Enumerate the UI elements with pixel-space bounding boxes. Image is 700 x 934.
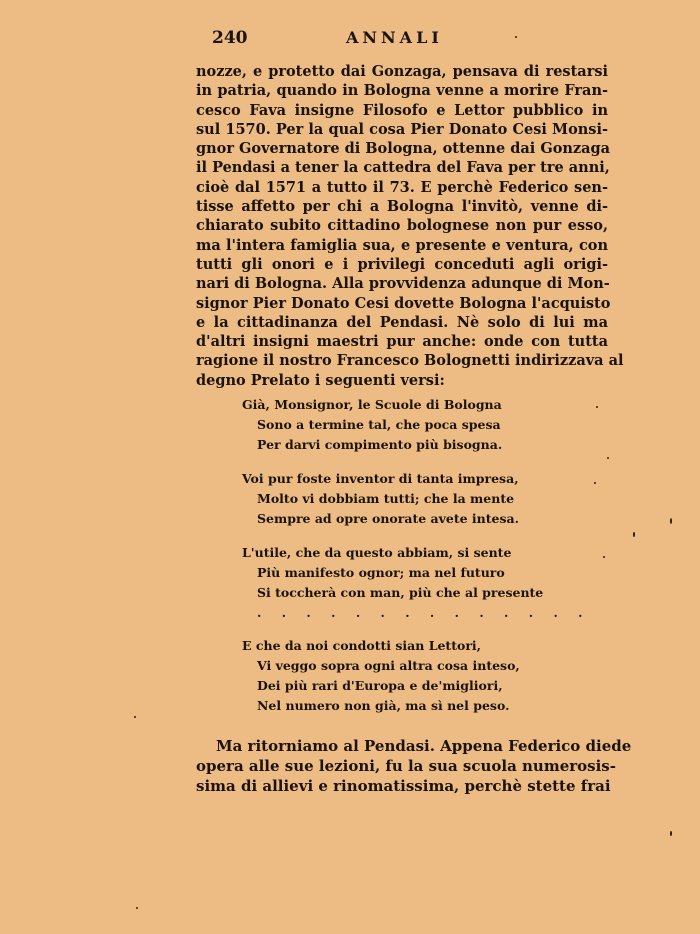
print-speck bbox=[515, 36, 517, 38]
print-speck bbox=[596, 406, 598, 408]
print-speck bbox=[670, 831, 672, 836]
text-line: sima di allievi e rinomatissima, perchè stette frai bbox=[196, 777, 611, 795]
paragraph-1 bbox=[196, 62, 624, 390]
ellipsis-line: . . . . . . . . . . . . . . bbox=[257, 605, 591, 620]
verse-stanza-4 bbox=[242, 636, 572, 716]
running-title: ANNALI bbox=[346, 28, 443, 47]
print-speck bbox=[136, 907, 138, 909]
verse-line: Molto vi dobbiam tutti; che la mente bbox=[257, 491, 515, 506]
text-line: d'altri insigni maestri pur anche: onde con tutta bbox=[196, 333, 608, 351]
text-line: chiarato subito cittadino bolognese non pur esso, bbox=[196, 217, 608, 235]
verse-line: Si toccherà con man, più che al presente bbox=[257, 585, 544, 600]
verse-line: Sempre ad opre onorate avete intesa. bbox=[257, 511, 519, 526]
text-line: ragione il nostro Francesco Bolognetti indirizzava al bbox=[196, 352, 624, 370]
text-line: gnor Governatore di Bologna, ottenne dai Gonzaga bbox=[196, 140, 611, 158]
verse-line: Dei più rari d'Europa e de'migliori, bbox=[257, 678, 503, 693]
text-line: signor Pier Donato Cesi dovette Bologna l'acquisto bbox=[196, 294, 611, 312]
verse-line: Per darvi compimento più bisogna. bbox=[257, 437, 503, 452]
verse-stanza-1 bbox=[242, 395, 572, 455]
page-number: 240 bbox=[212, 28, 248, 48]
verse-line: Nel numero non già, ma sì nel peso. bbox=[257, 698, 510, 713]
text-line: in patria, quando in Bologna venne a morire Fran- bbox=[196, 82, 608, 100]
text-line: nari di Bologna. Alla provvidenza adunque di Mon- bbox=[196, 275, 610, 293]
verse-stanza-2 bbox=[242, 469, 572, 529]
verse-line: L'utile, che da questo abbiam, si sente bbox=[242, 545, 512, 560]
page-header bbox=[196, 28, 608, 50]
print-speck bbox=[670, 518, 672, 524]
text-line: cioè dal 1571 a tutto il 73. E perchè Federico sen- bbox=[196, 178, 608, 196]
verse-line: Voi pur foste inventor di tanta impresa, bbox=[242, 471, 519, 486]
text-line: e la cittadinanza del Pendasi. Nè solo di lui ma bbox=[196, 313, 608, 331]
verse-line: Più manifesto ognor; ma nel futuro bbox=[257, 565, 505, 580]
text-line: il Pendasi a tener la cattedra del Fava per tre anni, bbox=[196, 159, 610, 177]
verse-line: Vi veggo sopra ogni altra cosa inteso, bbox=[257, 658, 520, 673]
text-line: tisse affetto per chi a Bologna l'invitò, venne di- bbox=[196, 198, 608, 216]
text-line: tutti gli onori e i privilegi conceduti agli origi- bbox=[196, 255, 608, 273]
text-line: sul 1570. Per la qual cosa Pier Donato Cesi Monsi- bbox=[196, 120, 608, 138]
print-speck bbox=[607, 457, 609, 459]
text-line: Ma ritorniamo al Pendasi. Appena Federico diede bbox=[216, 737, 632, 755]
verse-stanza-3 bbox=[242, 543, 591, 623]
print-speck bbox=[603, 556, 605, 558]
text-line: opera alle sue lezioni, fu la sua scuola numerosis- bbox=[196, 757, 616, 775]
verse-line: Già, Monsignor, le Scuole di Bologna bbox=[242, 397, 502, 412]
verse-line: Sono a termine tal, che poca spesa bbox=[257, 417, 501, 432]
print-speck bbox=[633, 532, 635, 537]
text-line: nozze, e protetto dai Gonzaga, pensava di restarsi bbox=[196, 63, 608, 80]
paragraph-2 bbox=[196, 736, 632, 796]
text-line: ma l'intera famiglia sua, e presente e ventura, con bbox=[196, 236, 608, 254]
text-line: degno Prelato i seguenti versi: bbox=[196, 371, 445, 389]
print-speck bbox=[594, 482, 596, 484]
text-line: cesco Fava insigne Filosofo e Lettor pubblico in bbox=[196, 101, 608, 119]
print-speck bbox=[134, 716, 136, 718]
verse-line: E che da noi condotti sian Lettori, bbox=[242, 638, 482, 653]
